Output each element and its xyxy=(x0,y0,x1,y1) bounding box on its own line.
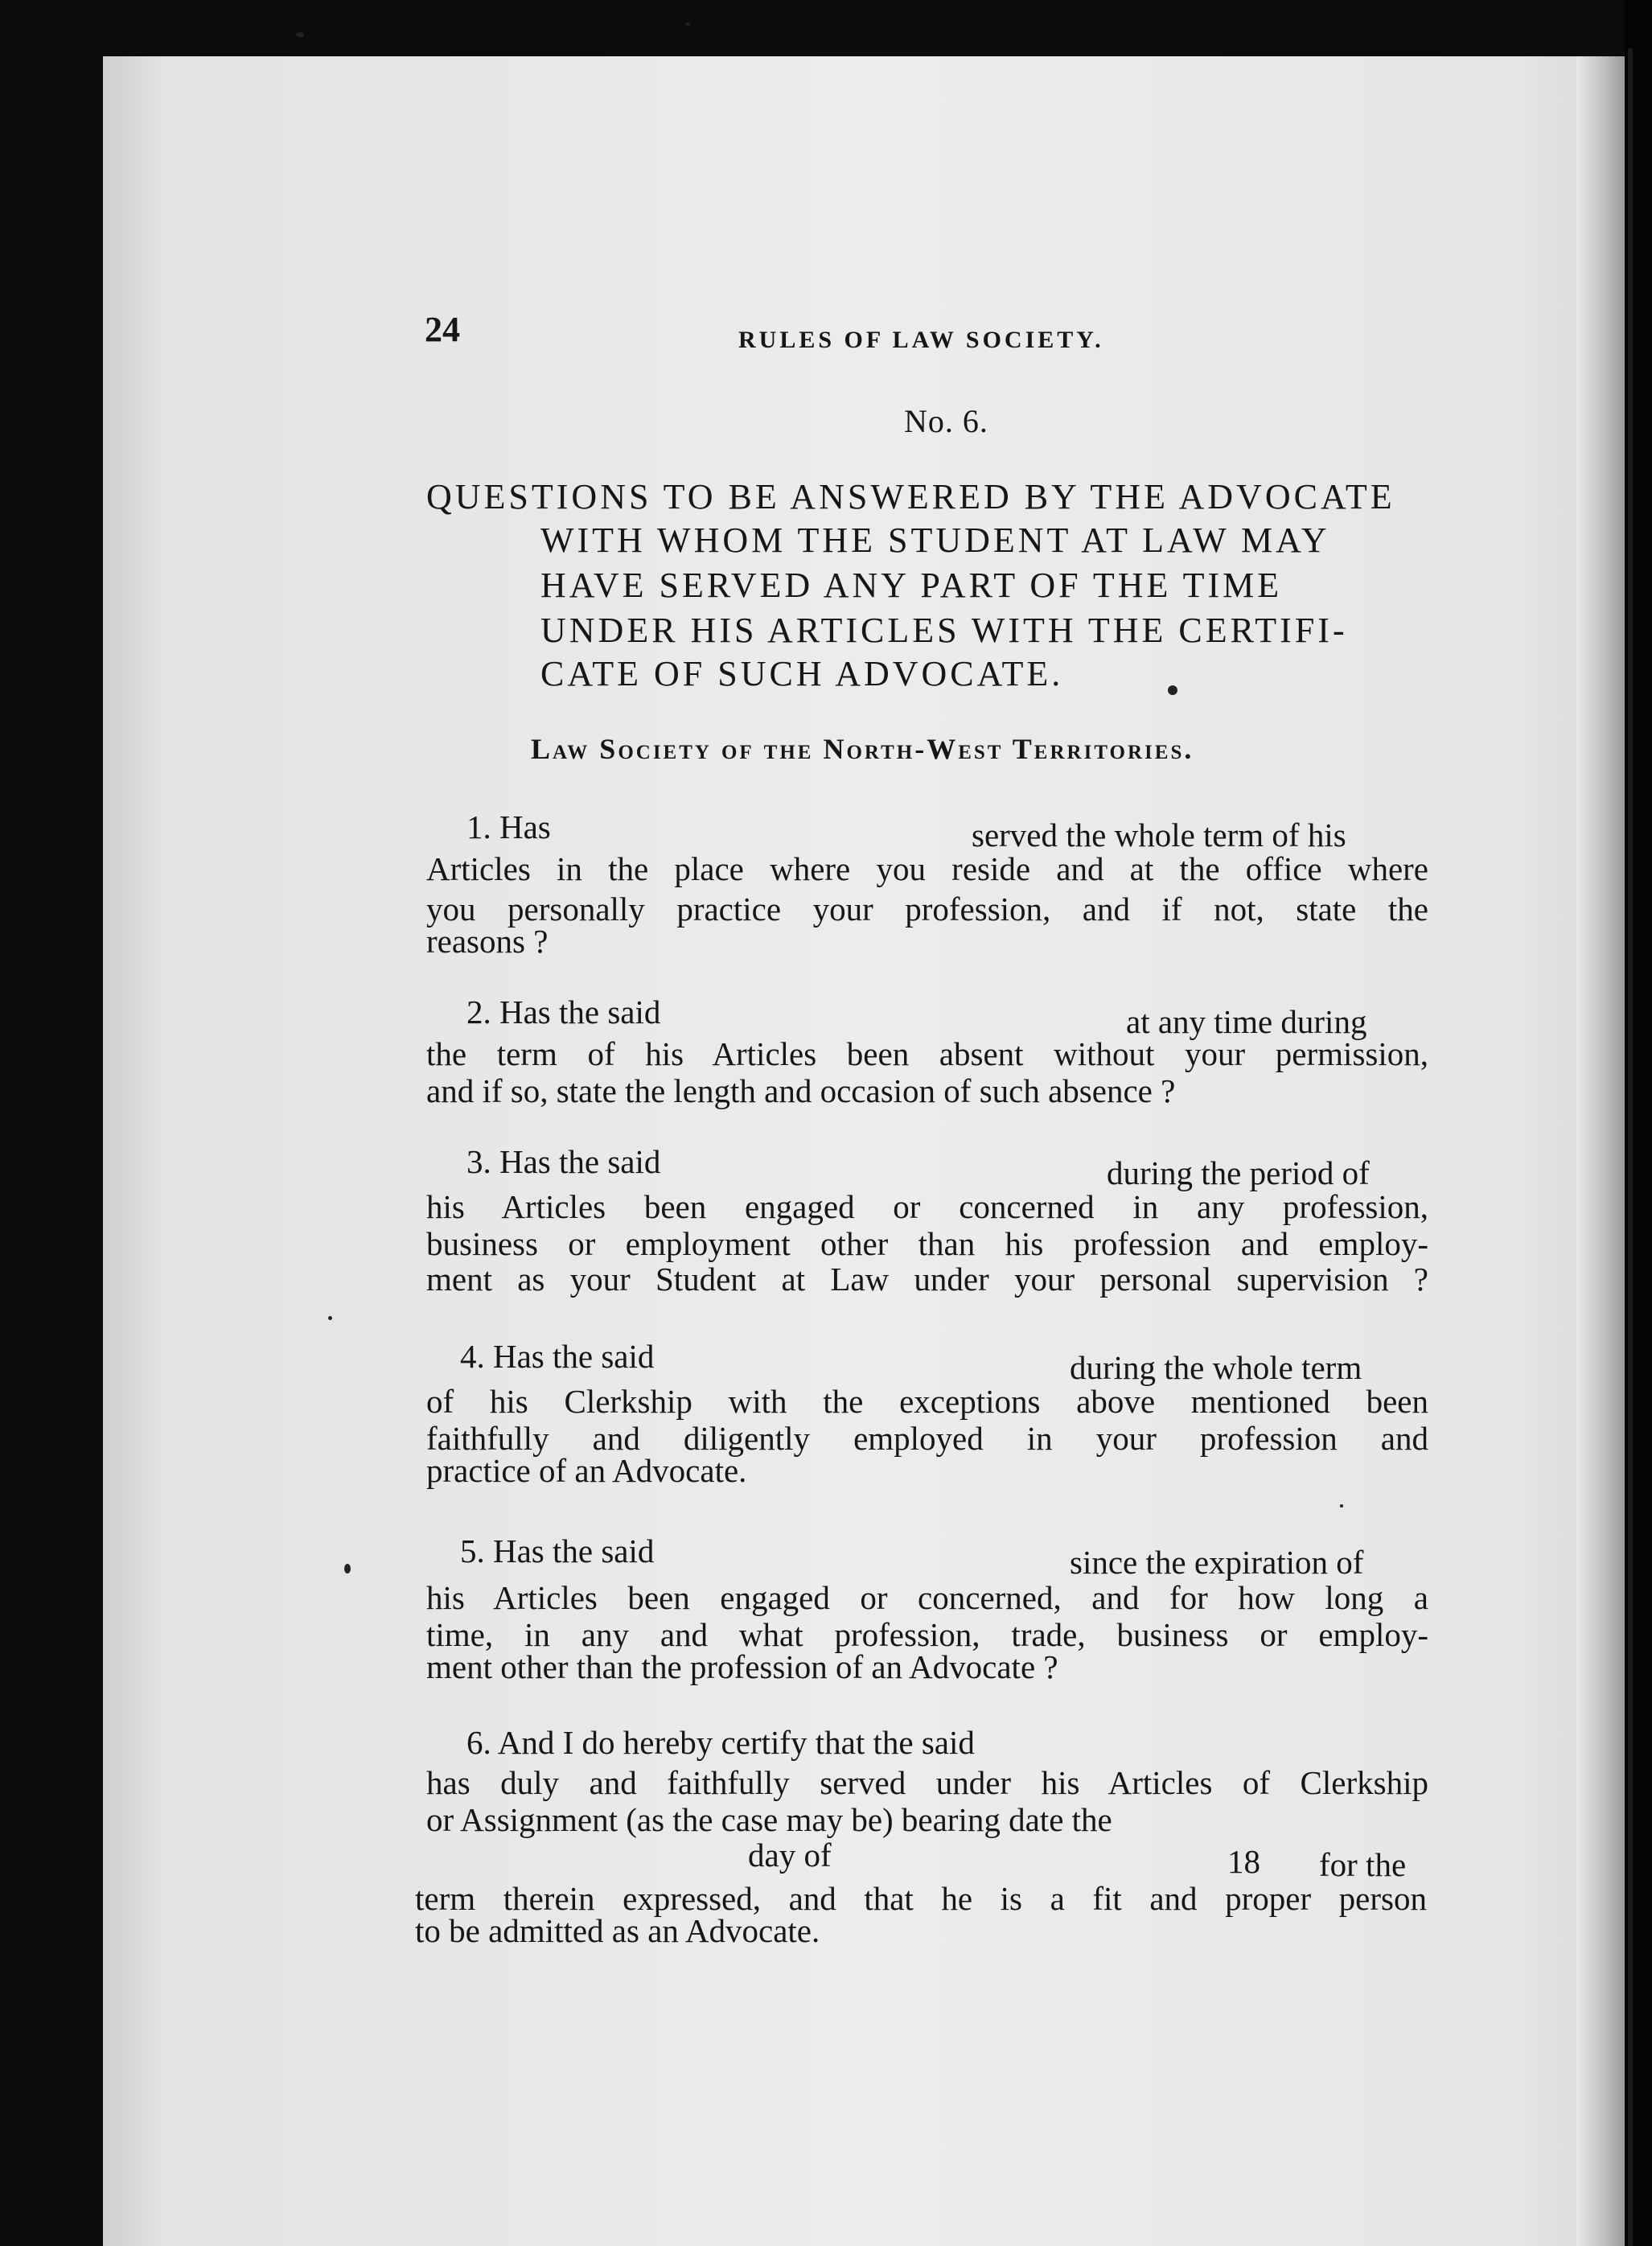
scan-speck xyxy=(685,23,690,26)
heading-line: UNDER HIS ARTICLES WITH THE CERTIFI- xyxy=(540,611,1348,650)
question-4-line: of his Clerkship with the exceptions above mentioned been xyxy=(426,1383,1428,1420)
question-3-line: business or employment other than his profession and employ- xyxy=(426,1225,1428,1262)
heading-line: WITH WHOM THE STUDENT AT LAW MAY xyxy=(540,520,1330,560)
question-4-line: practice of an Advocate. xyxy=(426,1452,747,1489)
question-2-line: the term of his Articles been absent without your permission, xyxy=(426,1035,1428,1072)
certificate-line: to be admitted as an Advocate. xyxy=(415,1912,820,1949)
question-1-lead-tail: served the whole term of his xyxy=(972,817,1346,854)
question-5-line: his Articles been engaged or concerned, and for how long a xyxy=(426,1579,1428,1616)
heading-line: HAVE SERVED ANY PART OF THE TIME xyxy=(540,566,1283,605)
question-5-line: time, in any and what profession, trade, business or employ- xyxy=(426,1616,1428,1653)
question-2-lead-tail: at any time during xyxy=(1126,1003,1367,1040)
question-3-lead: 3. Has the said xyxy=(466,1143,661,1180)
scan-speck xyxy=(1340,1504,1343,1508)
question-4-line: faithfully and diligently employed in your profession and xyxy=(426,1420,1428,1457)
scan-speck xyxy=(344,1564,351,1573)
question-5-line: ment other than the profession of an Advocate ? xyxy=(426,1648,1058,1685)
question-3-line: ment as your Student at Law under your personal supervision ? xyxy=(426,1261,1428,1298)
society-title: Law Society of the North-West Territories. xyxy=(531,733,1194,765)
running-head: RULES OF LAW SOCIETY. xyxy=(738,327,1104,353)
certificate-line: has duly and faithfully served under his Articles of Clerkship xyxy=(426,1764,1428,1801)
heading-line: CATE OF SUCH ADVOCATE. xyxy=(540,654,1064,693)
question-4-lead-tail: during the whole term xyxy=(1070,1349,1362,1386)
question-3-lead-tail: during the period of xyxy=(1107,1154,1370,1191)
scan-speck xyxy=(296,32,304,37)
scan-speck xyxy=(328,1316,332,1320)
question-1-line: reasons ? xyxy=(426,923,549,960)
certificate-day-of: day of xyxy=(748,1837,832,1874)
question-5-lead-tail: since the expiration of xyxy=(1070,1544,1364,1581)
certificate-line: term therein expressed, and that he is a fit and proper person xyxy=(415,1880,1427,1917)
question-1-line: you personally practice your profession, and if not, state the xyxy=(426,891,1428,928)
question-3-line: his Articles been engaged or concerned in any profession, xyxy=(426,1188,1428,1225)
page-number: 24 xyxy=(425,310,460,349)
question-2-lead: 2. Has the said xyxy=(466,993,661,1030)
question-1-line: Articles in the place where you reside and at the office where xyxy=(426,850,1428,887)
form-number: No. 6. xyxy=(904,403,988,439)
certificate-lead: 6. And I do hereby certify that the said xyxy=(466,1724,975,1761)
question-4-lead: 4. Has the said xyxy=(460,1338,655,1375)
certificate-line: or Assignment (as the case may be) bearing date the xyxy=(426,1801,1112,1838)
question-5-lead: 5. Has the said xyxy=(460,1532,655,1569)
heading-line: QUESTIONS TO BE ANSWERED BY THE ADVOCATE xyxy=(426,477,1395,516)
certificate-for-the: for the xyxy=(1319,1846,1407,1883)
certificate-year: 18 xyxy=(1227,1843,1260,1880)
question-2-line: and if so, state the length and occasion of such absence ? xyxy=(426,1072,1176,1109)
question-1-lead: 1. Has xyxy=(466,808,551,845)
ink-dot xyxy=(1168,685,1177,695)
